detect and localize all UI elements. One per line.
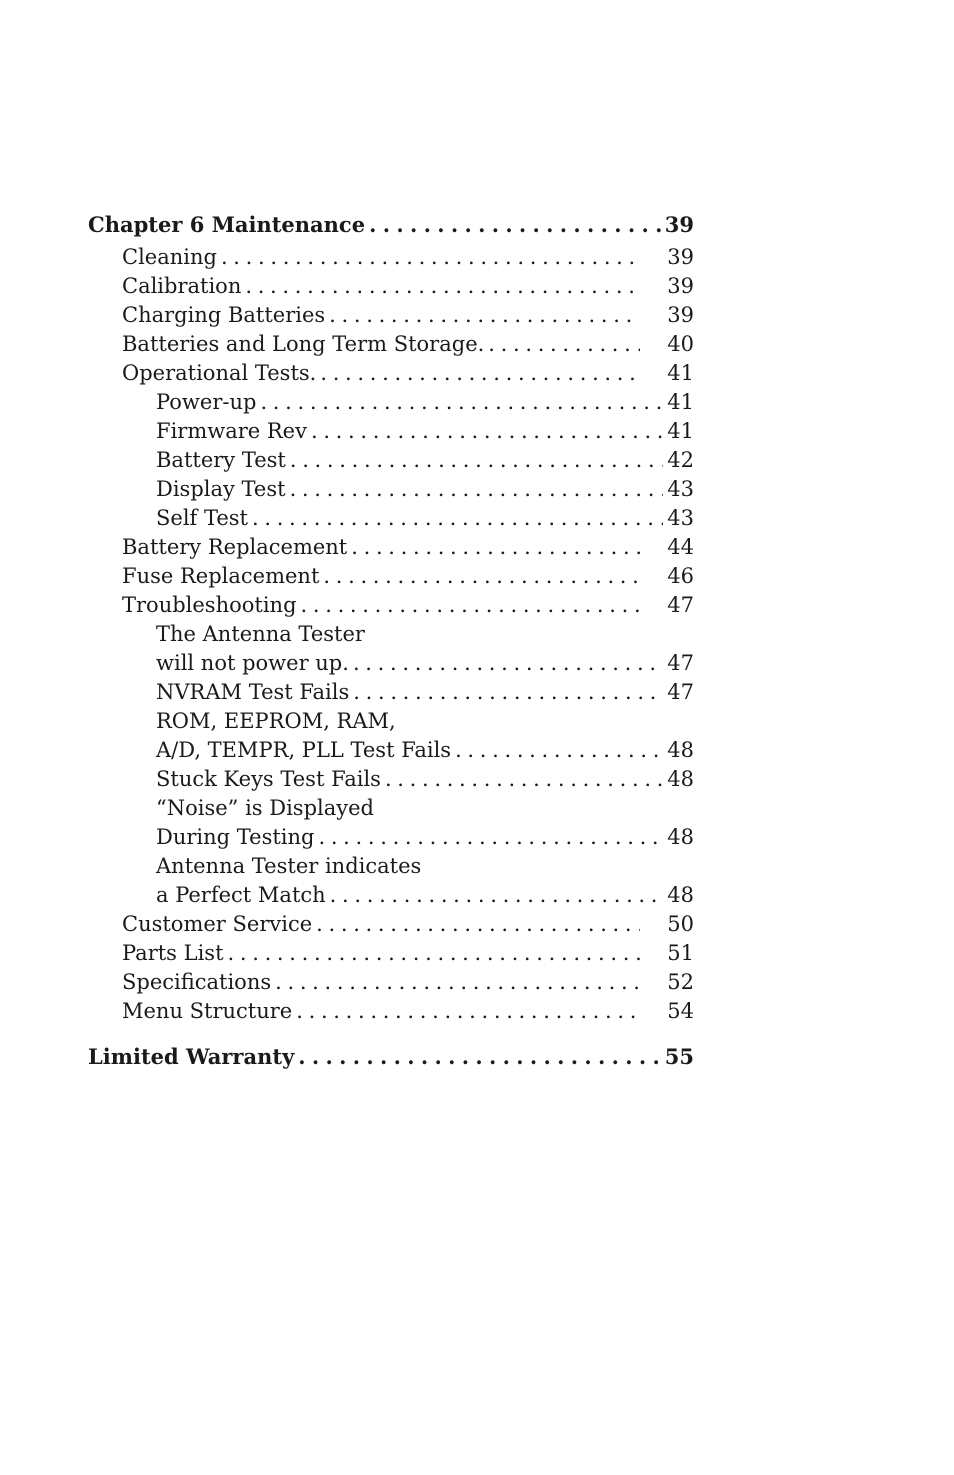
dot-leader <box>323 562 640 591</box>
toc-entry-display-test[interactable] <box>88 475 694 504</box>
toc-entry-label: will not power up. <box>156 651 349 675</box>
toc-page-number: 52 <box>667 970 694 994</box>
toc-chapter-6[interactable] <box>88 207 694 243</box>
toc-page-number: 41 <box>667 390 694 414</box>
toc-entry-cleaning[interactable] <box>88 243 694 272</box>
toc-entry-label: NVRAM Test Fails <box>156 680 350 704</box>
toc-entry-firmware-rev[interactable] <box>88 417 694 446</box>
toc-entry-charging-batteries[interactable] <box>88 301 694 330</box>
toc-entry-label: ROM, EEPROM, RAM, <box>156 709 396 733</box>
toc-entry-label: During Testing <box>156 825 315 849</box>
toc-entry-battery-test[interactable] <box>88 446 694 475</box>
dot-leader <box>311 417 663 446</box>
toc-entry-no-power-line1[interactable] <box>88 620 694 649</box>
toc-entry-label: Batteries and Long Term Storage. <box>122 332 485 356</box>
toc-page-number: 50 <box>667 912 694 936</box>
toc-page-number: 48 <box>667 738 694 762</box>
toc-entry-noise-line1[interactable] <box>88 794 694 823</box>
toc-page-number: 48 <box>667 883 694 907</box>
toc-page-number: 47 <box>667 651 694 675</box>
dot-leader <box>245 272 640 301</box>
dot-leader <box>260 388 663 417</box>
toc-page-number: 47 <box>667 680 694 704</box>
toc-page-number: 39 <box>667 274 694 298</box>
dot-leader <box>488 330 640 359</box>
dot-leader <box>320 359 640 388</box>
toc-entry-menu-structure[interactable] <box>88 997 694 1026</box>
toc-entry-label: Cleaning <box>122 245 217 269</box>
dot-leader <box>290 475 664 504</box>
toc-entry-label: Operational Tests. <box>122 361 317 385</box>
toc-entry-perfect-match-line1[interactable] <box>88 852 694 881</box>
dot-leader <box>290 446 663 475</box>
toc-page-number: 43 <box>667 477 694 501</box>
dot-leader <box>228 939 640 968</box>
dot-leader <box>369 207 661 243</box>
toc-entry-label: Fuse Replacement <box>122 564 320 588</box>
dot-leader <box>329 301 640 330</box>
toc-entry-rom-test-fails[interactable] <box>88 736 694 765</box>
dot-leader <box>318 823 663 852</box>
dot-leader <box>301 591 640 620</box>
dot-leader <box>353 649 663 678</box>
toc-page-number: 41 <box>667 361 694 385</box>
toc-entry-label: Charging Batteries <box>122 303 326 327</box>
toc-entry-calibration[interactable] <box>88 272 694 301</box>
toc-entry-label: The Antenna Tester <box>156 622 365 646</box>
toc-entry-label: A/D, TEMPR, PLL Test Fails <box>156 738 452 762</box>
toc-page-number: 39 <box>667 303 694 327</box>
dot-leader <box>353 678 663 707</box>
dot-leader <box>455 736 663 765</box>
toc-entry-label: “Noise” is Displayed <box>156 796 374 820</box>
toc-page-number: 42 <box>667 448 694 472</box>
toc-entry-label: Specifications <box>122 970 272 994</box>
toc-chapter-label: Chapter 6 Maintenance <box>88 212 366 237</box>
dot-leader <box>330 881 664 910</box>
dot-leader <box>351 533 640 562</box>
toc-page-number: 48 <box>667 825 694 849</box>
toc-entry-specifications[interactable] <box>88 968 694 997</box>
toc-page-number: 39 <box>664 212 694 237</box>
dot-leader <box>385 765 663 794</box>
toc-page-number: 48 <box>667 767 694 791</box>
toc-entry-rom-test-line1[interactable] <box>88 707 694 736</box>
toc-page-number: 43 <box>667 506 694 530</box>
toc-entry-battery-replacement[interactable] <box>88 533 694 562</box>
toc-entry-no-power[interactable] <box>88 649 694 678</box>
toc-entry-label: Customer Service <box>122 912 313 936</box>
toc-page-number: 54 <box>667 999 694 1023</box>
toc-chapter-label: Limited Warranty <box>88 1044 295 1069</box>
toc-page-number: 55 <box>664 1044 694 1069</box>
toc-entry-label: Self Test <box>156 506 248 530</box>
toc-entry-noise-displayed[interactable] <box>88 823 694 852</box>
dot-leader <box>296 997 640 1026</box>
toc-entry-long-term-storage[interactable] <box>88 330 694 359</box>
toc-entry-label: a Perfect Match <box>156 883 326 907</box>
dot-leader <box>275 968 640 997</box>
toc-page-number: 39 <box>667 245 694 269</box>
toc-entry-label: Battery Replacement <box>122 535 348 559</box>
toc-entry-label: Display Test <box>156 477 286 501</box>
toc-page-number: 51 <box>667 941 694 965</box>
toc-entry-perfect-match[interactable] <box>88 881 694 910</box>
toc-page-number: 46 <box>667 564 694 588</box>
toc-entry-label: Power-up <box>156 390 257 414</box>
toc-entry-stuck-keys[interactable] <box>88 765 694 794</box>
toc-entry-label: Stuck Keys Test Fails <box>156 767 381 791</box>
toc-entry-operational-tests[interactable] <box>88 359 694 388</box>
toc-entry-nvram-test-fails[interactable] <box>88 678 694 707</box>
toc-page-number: 41 <box>667 419 694 443</box>
toc-entry-label: Firmware Rev <box>156 419 307 443</box>
toc-entry-power-up[interactable] <box>88 388 694 417</box>
toc-entry-fuse-replacement[interactable] <box>88 562 694 591</box>
dot-leader <box>252 504 663 533</box>
toc-entry-troubleshooting[interactable] <box>88 591 694 620</box>
toc-page-number: 47 <box>667 593 694 617</box>
toc-entry-label: Troubleshooting <box>122 593 297 617</box>
dot-leader <box>221 243 640 272</box>
toc-entry-label: Parts List <box>122 941 224 965</box>
dot-leader <box>298 1039 660 1075</box>
toc-entry-customer-service[interactable] <box>88 910 694 939</box>
toc-entry-label: Antenna Tester indicates <box>156 854 422 878</box>
toc-entry-self-test[interactable] <box>88 504 694 533</box>
toc-entry-label: Menu Structure <box>122 999 293 1023</box>
toc-limited-warranty[interactable] <box>88 1039 694 1075</box>
toc-entry-label: Battery Test <box>156 448 286 472</box>
toc-entry-parts-list[interactable] <box>88 939 694 968</box>
table-of-contents <box>88 207 694 1075</box>
toc-page-number: 44 <box>667 535 694 559</box>
dot-leader <box>316 910 640 939</box>
toc-page-number: 40 <box>667 332 694 356</box>
toc-entry-label: Calibration <box>122 274 242 298</box>
